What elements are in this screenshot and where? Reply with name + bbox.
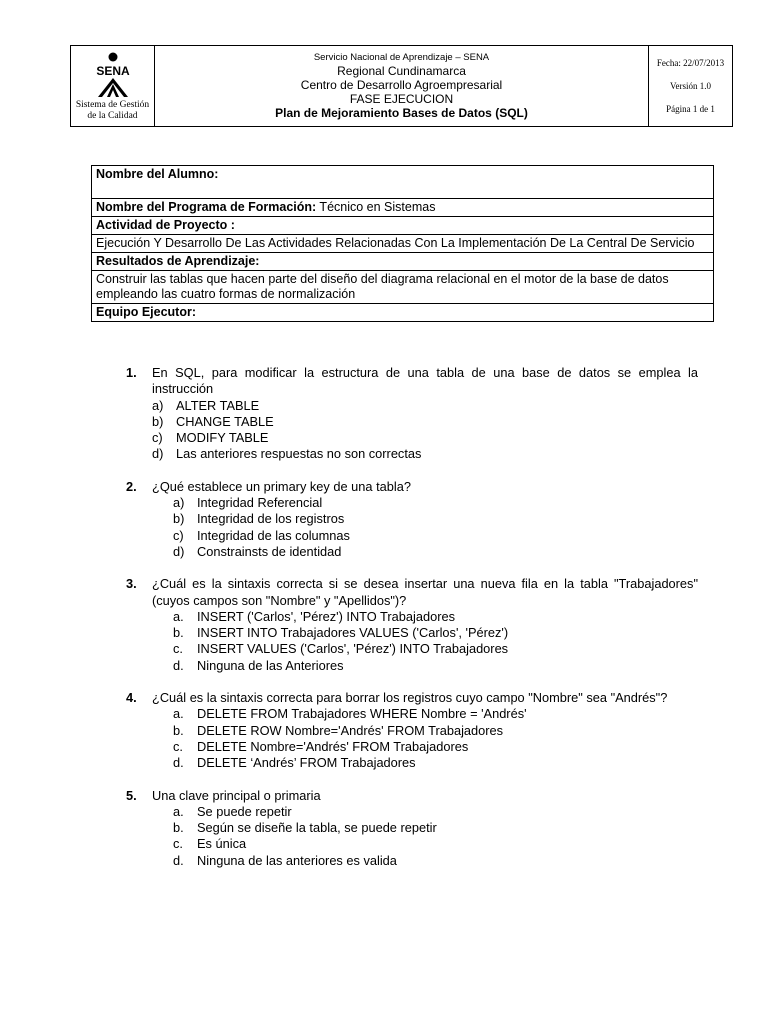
- header-title-block: [155, 46, 649, 126]
- logo-caption: [76, 100, 149, 122]
- program-row: [92, 199, 713, 217]
- question-text: En SQL, para modificar la estructura de una tabla de una base de datos se emplea la instrucción: [152, 365, 698, 397]
- option: a. DELETE FROM Trabajadores WHERE Nombre = 'Andrés': [173, 706, 527, 722]
- question-3: [126, 576, 698, 674]
- option: d) Las anteriores respuestas no son correctas: [152, 446, 422, 462]
- student-info-table: [91, 165, 714, 322]
- option: d. Ninguna de las Anteriores: [173, 657, 344, 673]
- regional-name: Regional Cundinamarca: [337, 64, 466, 78]
- question-5: [126, 788, 698, 869]
- questions-list: [126, 365, 698, 885]
- question-text: ¿Qué establece un primary key de una tabla?: [152, 478, 411, 494]
- program-value: Técnico en Sistemas: [316, 200, 436, 214]
- logo-caption-line: Sistema de Gestión: [75, 100, 150, 110]
- option-list: [152, 609, 698, 674]
- option: c. Es única: [173, 836, 247, 852]
- results-label-row: [92, 253, 713, 271]
- option: b. Según se diseñe la tabla, se puede repetir: [173, 820, 437, 836]
- activity-label-row: [92, 217, 713, 235]
- option: c) Integridad de las columnas: [173, 527, 350, 543]
- header-meta: [649, 46, 732, 126]
- option: a) ALTER TABLE: [152, 397, 260, 413]
- page-label: Página 1 de 1: [666, 103, 715, 114]
- question-2: [126, 479, 698, 560]
- student-name-label: Nombre del Alumno:: [96, 167, 219, 181]
- option: a) Integridad Referencial: [173, 495, 323, 511]
- option: c. INSERT VALUES ('Carlos', 'Pérez') INTO Trabajadores: [173, 641, 509, 657]
- team-row: [92, 304, 713, 321]
- option-list: [152, 398, 698, 463]
- option: b) Integridad de los registros: [173, 511, 345, 527]
- option: c) MODIFY TABLE: [152, 430, 269, 446]
- results-label: Resultados de Aprendizaje:: [96, 254, 260, 268]
- question-number: 3.: [126, 576, 137, 592]
- logo-caption-line: de la Calidad: [87, 111, 138, 121]
- option: a. INSERT ('Carlos', 'Pérez') INTO Trabajadores: [173, 608, 455, 624]
- question-number: 5.: [126, 787, 137, 803]
- option: b) CHANGE TABLE: [152, 413, 274, 429]
- svg-text:SENA: SENA: [95, 64, 130, 78]
- question-1: [126, 365, 698, 463]
- question-number: 2.: [126, 478, 137, 494]
- institution-name: Servicio Nacional de Aprendizaje – SENA: [313, 52, 490, 63]
- option: b. DELETE ROW Nombre='Andrés' FROM Trabajadores: [173, 722, 504, 738]
- option: c. DELETE Nombre='Andrés' FROM Trabajadores: [173, 738, 469, 754]
- results-value: Construir las tablas que hacen parte del diseño del diagrama relacional en el motor de la base de datos empleando las cuatro formas de normalización: [96, 272, 669, 301]
- option: d. DELETE ‘Andrés’ FROM Trabajadores: [173, 755, 416, 771]
- option: b. INSERT INTO Trabajadores VALUES ('Carlos', 'Pérez'): [173, 625, 509, 641]
- option-list: [152, 706, 698, 771]
- option: a. Se puede repetir: [173, 803, 292, 819]
- option: d. Ninguna de las anteriores es valida: [173, 852, 397, 868]
- option-list: [152, 495, 698, 560]
- question-text: ¿Cuál es la sintaxis correcta para borrar los registros cuyo campo "Nombre" sea "Andrés"?: [152, 690, 668, 706]
- question-text: ¿Cuál es la sintaxis correcta si se desea insertar una nueva fila en la tabla "Trabajadores" (cuyos campos son "Nombre" y "Apellidos")?: [152, 576, 698, 608]
- phase-name: FASE EJECUCION: [349, 92, 454, 106]
- team-label: Equipo Ejecutor:: [96, 305, 196, 319]
- center-name: Centro de Desarrollo Agroempresarial: [300, 78, 503, 92]
- student-name-row: [92, 166, 713, 199]
- logo-cell: [71, 46, 155, 126]
- activity-value: Ejecución Y Desarrollo De Las Actividades Relacionadas Con La Implementación De La Central De Servicio: [96, 236, 695, 250]
- version-label: Versión 1.0: [670, 80, 711, 91]
- sena-logo-icon: [88, 51, 138, 99]
- question-text: Una clave principal o primaria: [152, 787, 321, 803]
- program-label: Nombre del Programa de Formación:: [96, 200, 317, 214]
- activity-label: Actividad de Proyecto :: [96, 218, 235, 232]
- document-title: Plan de Mejoramiento Bases de Datos (SQL): [275, 106, 528, 120]
- option-list: [152, 804, 698, 869]
- document-header: [70, 45, 733, 127]
- date-label: Fecha: 22/07/2013: [656, 58, 725, 69]
- results-value-row: [92, 271, 713, 304]
- question-number: 4.: [126, 690, 137, 706]
- question-4: [126, 690, 698, 771]
- question-number: 1.: [126, 365, 137, 380]
- option: d) Constrainsts de identidad: [173, 543, 342, 559]
- activity-value-row: [92, 235, 713, 253]
